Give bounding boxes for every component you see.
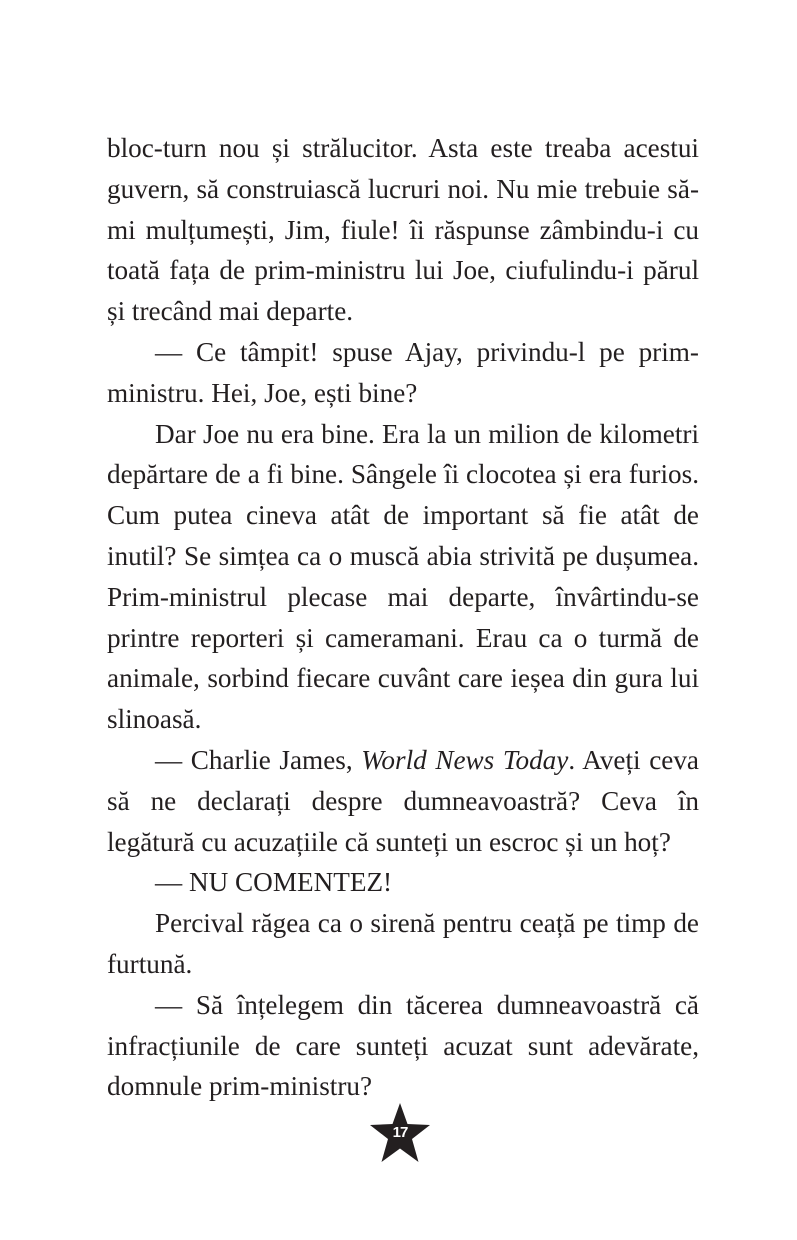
page-number: 17	[392, 1124, 408, 1141]
dialogue-suffix: . Aveți ceva să ne declarați despre dumneavoastră? Ceva în legătură cu acuzațiile că sunteți un escroc și un hoț?	[107, 744, 700, 857]
dialogue-prefix: — Charlie James,	[155, 744, 362, 775]
paragraph-narration-joe: Dar Joe nu era bine. Era la un milion de kilometri depărtare de a fi bine. Sângele îi clocotea și era furios. Cum putea cineva atât de important să fie atât de inutil? Se simțea ca o muscă abia strivită pe dușumea. Prim-ministrul plecase mai departe, învârtindu-se printre reporteri și cameramani. Erau ca o turmă de animale, sorbind fiecare cuvânt care ieșea din gura lui slinoasă.	[107, 418, 699, 735]
paragraph-dialogue-reporter	[107, 740, 699, 862]
paragraph-narration-percival: Percival răgea ca o sirenă pentru ceață pe timp de furtună.	[107, 908, 699, 979]
paragraph-no-comment: — NU COMENTEZ!	[155, 867, 393, 898]
paragraph-dialogue-ajay: — Ce tâmpit! spuse Ajay, privindu-l pe prim-ministru. Hei, Joe, ești bine?	[107, 336, 699, 408]
page-number-star	[368, 1102, 432, 1166]
news-title-italic: World News Today	[361, 744, 569, 775]
book-page-text	[107, 128, 699, 1107]
paragraph-continuation: bloc-turn nou și strălucitor. Asta este treaba acestui guvern, să construiască lucruri noi. Nu mie trebuie să-mi mulțumești, Jim, fiule! îi răspunse zâmbindu-i cu toată fața de prim-ministru lui Joe, ciufulindu-i părul și trecând mai departe.	[107, 133, 699, 327]
paragraph-dialogue-question: — Să înțelegem din tăcerea dumneavoastră că infracțiunile de care sunteți acuzat sunt adevărate, domnule prim-ministru?	[107, 989, 699, 1102]
